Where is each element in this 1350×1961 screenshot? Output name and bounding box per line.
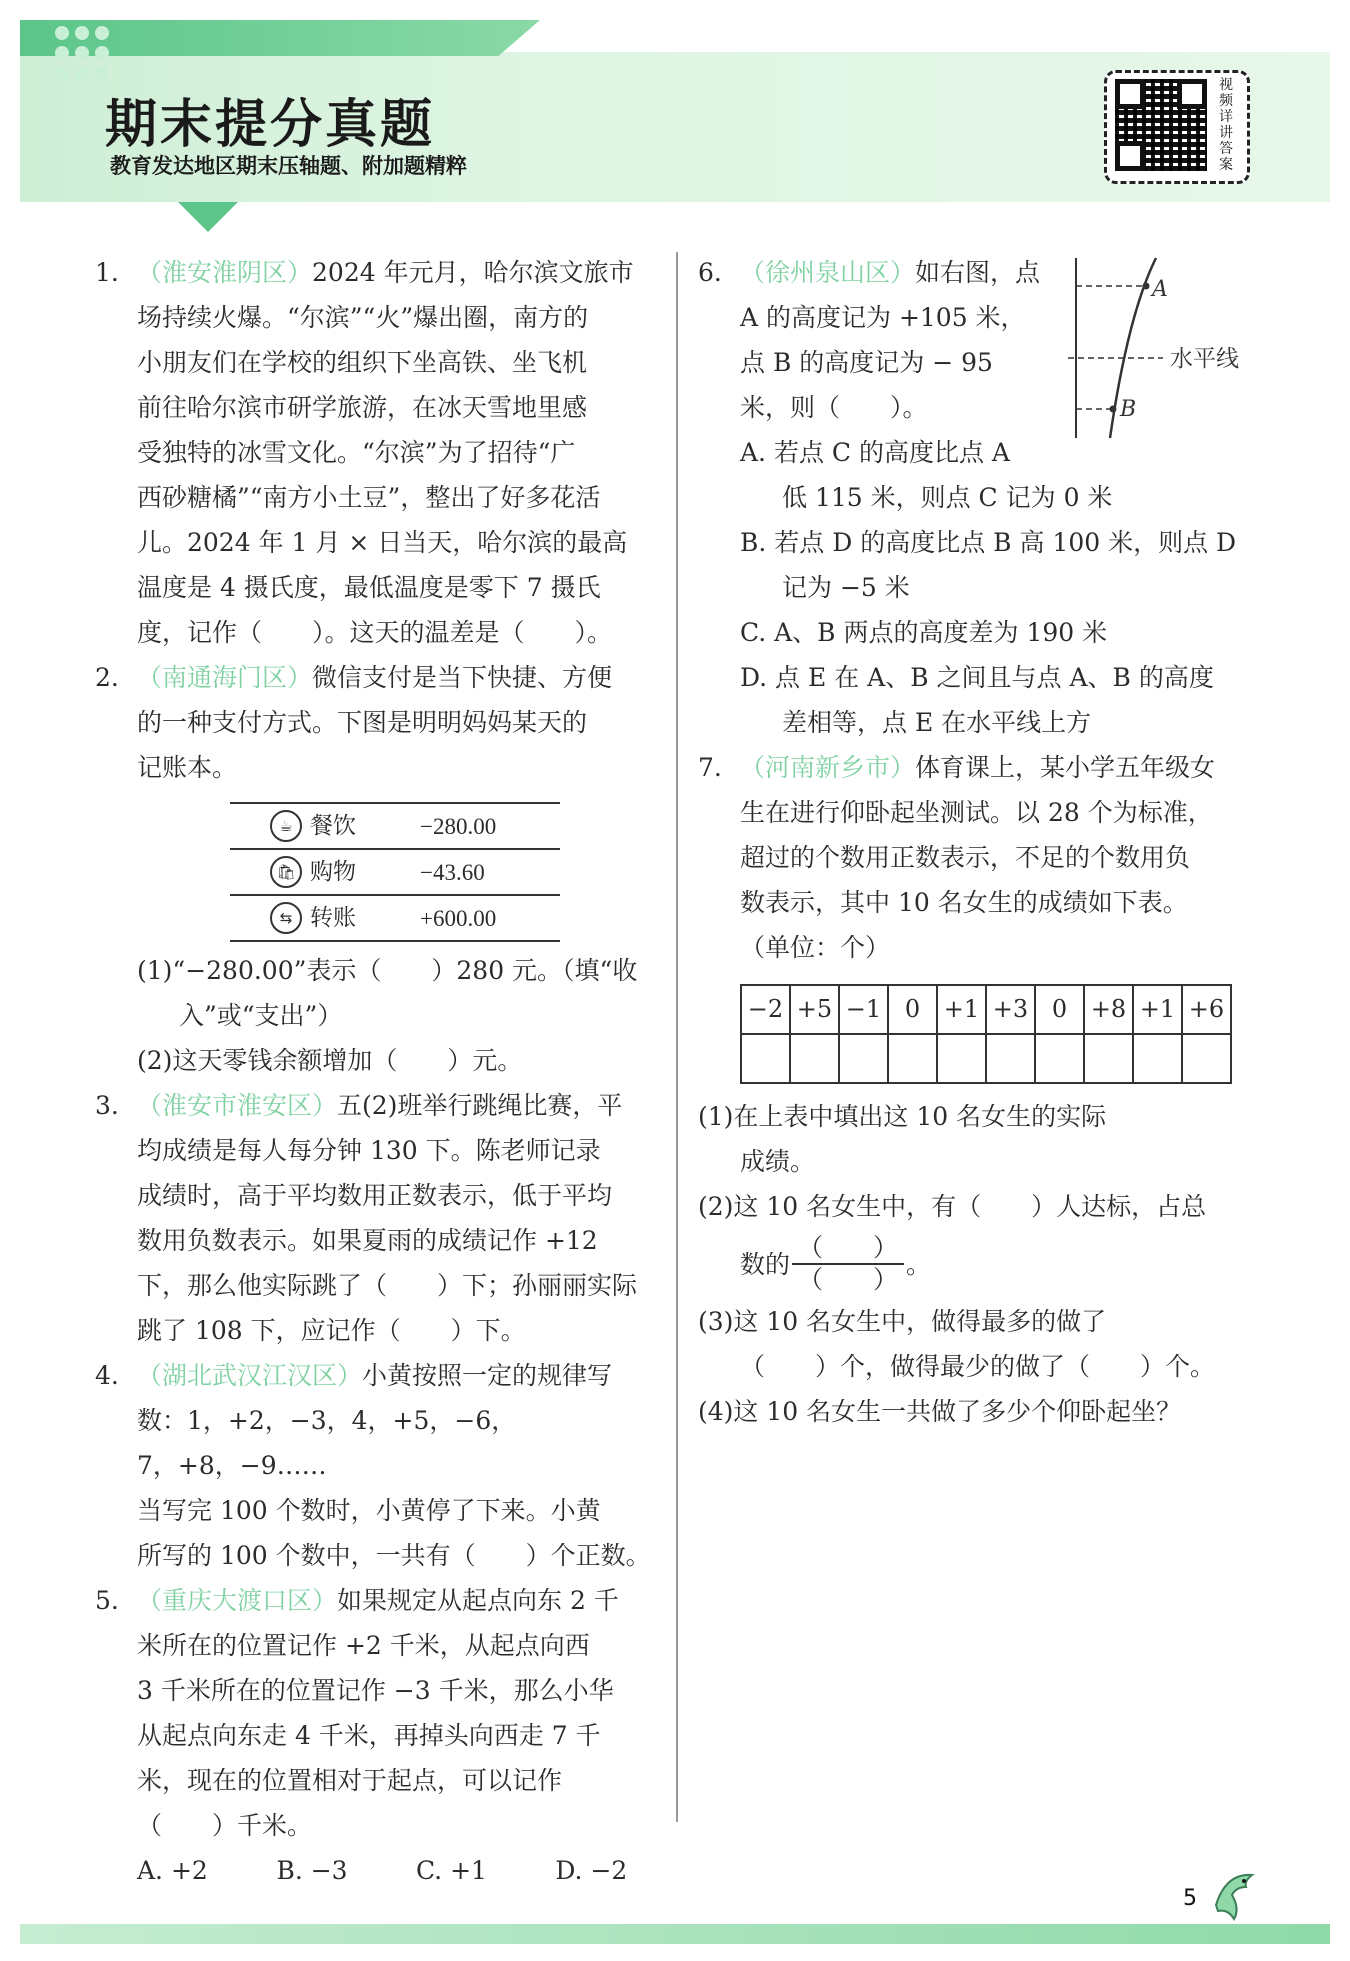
question-line: 数用负数表示。如果夏雨的成绩记作 +12 bbox=[137, 1226, 598, 1255]
answer-cell[interactable] bbox=[937, 1034, 986, 1083]
question-number: 3. bbox=[95, 1091, 119, 1120]
option-c[interactable]: C. +1 bbox=[415, 1856, 487, 1885]
score-cell: +8 bbox=[1084, 985, 1133, 1034]
pointer-triangle bbox=[178, 202, 238, 232]
question-line: 场持续火爆。“尔滨”“火”爆出圈，南方的 bbox=[137, 303, 589, 332]
question-line: 米所在的位置记作 +2 千米，从起点向西 bbox=[137, 1631, 590, 1660]
question-source: （淮安市淮安区） bbox=[137, 1091, 338, 1120]
question-3 bbox=[95, 1083, 655, 1353]
left-column bbox=[95, 250, 655, 1893]
answer-cell[interactable] bbox=[986, 1034, 1035, 1083]
fraction-suffix: 。 bbox=[906, 1249, 932, 1279]
question-line: 所写的 100 个数中，一共有（ ）个正数。 bbox=[137, 1541, 651, 1570]
subquestion-line: 数的 bbox=[740, 1249, 791, 1279]
fraction bbox=[792, 1233, 904, 1295]
option-d[interactable]: D. −2 bbox=[555, 1856, 628, 1885]
answer-cell[interactable] bbox=[888, 1034, 937, 1083]
subquestion-line: (4)这 10 名女生一共做了多少个仰卧起坐？ bbox=[698, 1397, 1182, 1426]
option-d-cont: 差相等，点 E 在水平线上方 bbox=[782, 708, 1092, 737]
question-line: 2024 年元月，哈尔滨文旅市 bbox=[312, 258, 634, 287]
question-1 bbox=[95, 250, 655, 655]
subquestion-line: (3)这 10 名女生中，做得最多的做了 bbox=[698, 1307, 1107, 1336]
subquestion-line: (2)这天零钱余额增加（ ）元。 bbox=[137, 1046, 523, 1075]
decor-dots bbox=[55, 26, 109, 80]
subquestion-line: 入”或“支出”） bbox=[179, 1001, 343, 1030]
question-line: 成绩时，高于平均数用正数表示，低于平均 bbox=[137, 1181, 613, 1210]
question-number: 1. bbox=[95, 258, 119, 287]
question-line: 儿。2024 年 1 月 × 日当天，哈尔滨的最高 bbox=[137, 528, 628, 557]
ledger-row bbox=[230, 850, 560, 896]
option-a-cont: 低 115 米，则点 C 记为 0 米 bbox=[782, 483, 1113, 512]
score-cell: 0 bbox=[888, 985, 937, 1034]
score-cell: +6 bbox=[1182, 985, 1231, 1034]
answer-row[interactable] bbox=[741, 1034, 1231, 1083]
subquestion-line: (2)这 10 名女生中，有（ ）人达标，占总 bbox=[698, 1192, 1207, 1221]
option-a[interactable]: A. 若点 C 的高度比点 A bbox=[740, 438, 1010, 467]
ledger-amount: −280.00 bbox=[420, 813, 497, 839]
ledger-amount: −43.60 bbox=[420, 859, 485, 885]
question-line: 跳了 108 下，应记作（ ）下。 bbox=[137, 1316, 526, 1345]
question-number: 2. bbox=[95, 663, 119, 692]
question-2 bbox=[95, 655, 655, 790]
page-title: 期末提分真题 bbox=[105, 95, 436, 155]
question-number: 5. bbox=[95, 1586, 119, 1615]
question-line: 点 B 的高度记为 − 95 bbox=[740, 348, 993, 377]
question-source: （淮安淮阴区） bbox=[137, 258, 313, 287]
question-5 bbox=[95, 1578, 655, 1893]
footer-bar bbox=[20, 1924, 1330, 1944]
question-line: 3 千米所在的位置记作 −3 千米，那么小华 bbox=[137, 1676, 614, 1705]
answer-cell[interactable] bbox=[839, 1034, 888, 1083]
option-a[interactable]: A. +2 bbox=[137, 1856, 208, 1885]
question-line: 西砂糖橘”“南方小土豆”，整出了好多花活 bbox=[137, 483, 601, 512]
score-cell: +1 bbox=[937, 985, 986, 1034]
score-row bbox=[741, 985, 1231, 1034]
options-row bbox=[137, 1848, 655, 1893]
question-line: 小朋友们在学校的组织下坐高铁、坐飞机 bbox=[137, 348, 588, 377]
score-table bbox=[740, 984, 1232, 1084]
answer-cell[interactable] bbox=[1182, 1034, 1231, 1083]
question-line: 的一种支付方式。下图是明明妈妈某天的 bbox=[137, 708, 588, 737]
question-7-subparts bbox=[698, 1094, 1258, 1434]
question-source: （湖北武汉江汉区） bbox=[137, 1361, 363, 1390]
ledger-row bbox=[230, 896, 560, 942]
subquestion-line: (1)“−280.00”表示（ ）280 元。（填“收 bbox=[137, 956, 638, 985]
subquestion-line: (1)在上表中填出这 10 名女生的实际 bbox=[698, 1102, 1107, 1131]
question-source: （南通海门区） bbox=[137, 663, 313, 692]
transfer-icon: ⇆ bbox=[270, 902, 302, 934]
question-line: （ ）千米。 bbox=[137, 1811, 313, 1840]
score-cell: +5 bbox=[790, 985, 839, 1034]
question-line: 下，那么他实际跳了（ ）下；孙丽丽实际 bbox=[137, 1271, 638, 1300]
question-line: 受独特的冰雪文化。“尔滨”为了招待“广 bbox=[137, 438, 576, 467]
ledger-amount: +600.00 bbox=[420, 905, 497, 931]
shopping-bag-icon: 🛍 bbox=[270, 856, 302, 888]
question-line: A 的高度记为 +105 米， bbox=[740, 303, 1026, 332]
score-cell: −1 bbox=[839, 985, 888, 1034]
question-line: 如果规定从起点向东 2 千 bbox=[337, 1586, 619, 1615]
question-number: 7. bbox=[698, 753, 722, 782]
question-7 bbox=[698, 745, 1258, 970]
ledger-table bbox=[230, 802, 560, 942]
question-line: 记账本。 bbox=[137, 753, 238, 782]
answer-cell[interactable] bbox=[790, 1034, 839, 1083]
question-number: 4. bbox=[95, 1361, 119, 1390]
question-line: 数表示，其中 10 名女生的成绩如下表。 bbox=[740, 888, 1188, 917]
fraction-denominator: （ ） bbox=[798, 1265, 899, 1294]
score-cell: +1 bbox=[1133, 985, 1182, 1034]
ledger-category: 餐饮 bbox=[310, 812, 356, 839]
qr-code-box[interactable] bbox=[1104, 70, 1250, 184]
ledger-row bbox=[230, 804, 560, 850]
option-b-cont: 记为 −5 米 bbox=[782, 573, 910, 602]
question-line: 小黄按照一定的规律写 bbox=[362, 1361, 613, 1390]
question-line: 生在进行仰卧起坐测试。以 28 个为标准， bbox=[740, 798, 1213, 827]
question-line: 前往哈尔滨市研学旅游，在冰天雪地里感 bbox=[137, 393, 588, 422]
question-line: 度，记作（ ）。这天的温差是（ ）。 bbox=[137, 618, 613, 647]
question-4 bbox=[95, 1353, 655, 1578]
qr-label: 视频详讲答案 bbox=[1219, 77, 1233, 173]
question-line: 当写完 100 个数时，小黄停了下来。小黄 bbox=[137, 1496, 601, 1525]
score-cell: +3 bbox=[986, 985, 1035, 1034]
qr-code-icon[interactable] bbox=[1115, 79, 1207, 171]
question-line: 如右图，点 bbox=[915, 258, 1041, 287]
score-cell: −2 bbox=[741, 985, 790, 1034]
answer-cell[interactable] bbox=[1084, 1034, 1133, 1083]
subquestion-line: 成绩。 bbox=[740, 1147, 816, 1176]
question-line: 温度是 4 摄氏度，最低温度是零下 7 摄氏 bbox=[137, 573, 601, 602]
question-line: 米，现在的位置相对于起点，可以记作 bbox=[137, 1766, 563, 1795]
answer-cell[interactable] bbox=[1035, 1034, 1084, 1083]
question-line: 均成绩是每人每分钟 130 下。陈老师记录 bbox=[137, 1136, 601, 1165]
question-line: 微信支付是当下快捷、方便 bbox=[312, 663, 613, 692]
question-line: 五(2)班举行跳绳比赛，平 bbox=[337, 1091, 623, 1120]
question-line: （单位：个） bbox=[740, 933, 891, 962]
option-b[interactable]: B. 若点 D 的高度比点 B 高 100 米，则点 D bbox=[740, 528, 1237, 557]
option-c[interactable]: C. A、B 两点的高度差为 190 米 bbox=[740, 618, 1108, 647]
answer-cell[interactable] bbox=[741, 1034, 790, 1083]
question-source: （徐州泉山区） bbox=[740, 258, 916, 287]
dolphin-icon bbox=[1206, 1865, 1266, 1925]
bowl-icon: ☕ bbox=[270, 810, 302, 842]
option-b[interactable]: B. −3 bbox=[276, 1856, 348, 1885]
answer-cell[interactable] bbox=[1133, 1034, 1182, 1083]
score-cell: 0 bbox=[1035, 985, 1084, 1034]
question-line: 从起点向东走 4 千米，再掉头向西走 7 千 bbox=[137, 1721, 601, 1750]
option-d[interactable]: D. 点 E 在 A、B 之间且与点 A、B 的高度 bbox=[740, 663, 1214, 692]
column-divider bbox=[676, 252, 678, 1822]
question-line: 超过的个数用正数表示，不足的个数用负 bbox=[740, 843, 1191, 872]
fraction-line bbox=[698, 1229, 1258, 1299]
ledger-category: 购物 bbox=[310, 858, 356, 885]
question-line: 体育课上，某小学五年级女 bbox=[915, 753, 1216, 782]
question-line: 数：1，+2，−3，4，+5，−6，7，+8，−9…… bbox=[137, 1406, 517, 1480]
fraction-numerator: （ ） bbox=[792, 1233, 904, 1265]
question-2-subparts bbox=[95, 948, 655, 1083]
question-number: 6. bbox=[698, 258, 722, 287]
point-b-label: B bbox=[1120, 397, 1137, 422]
subquestion-line: （ ）个，做得最少的做了（ ）个。 bbox=[740, 1352, 1216, 1381]
question-source: （重庆大渡口区） bbox=[137, 1586, 338, 1615]
height-diagram bbox=[1068, 254, 1268, 444]
question-source: （河南新乡市） bbox=[740, 753, 916, 782]
ledger-category: 转账 bbox=[310, 904, 356, 931]
horizon-label: 水平线 bbox=[1170, 346, 1239, 372]
page-number: 5 bbox=[1183, 1886, 1197, 1911]
question-line: 米，则（ ）。 bbox=[740, 393, 928, 422]
page-subtitle: 教育发达地区期末压轴题、附加题精粹 bbox=[110, 154, 467, 178]
point-a-label: A bbox=[1152, 277, 1168, 302]
